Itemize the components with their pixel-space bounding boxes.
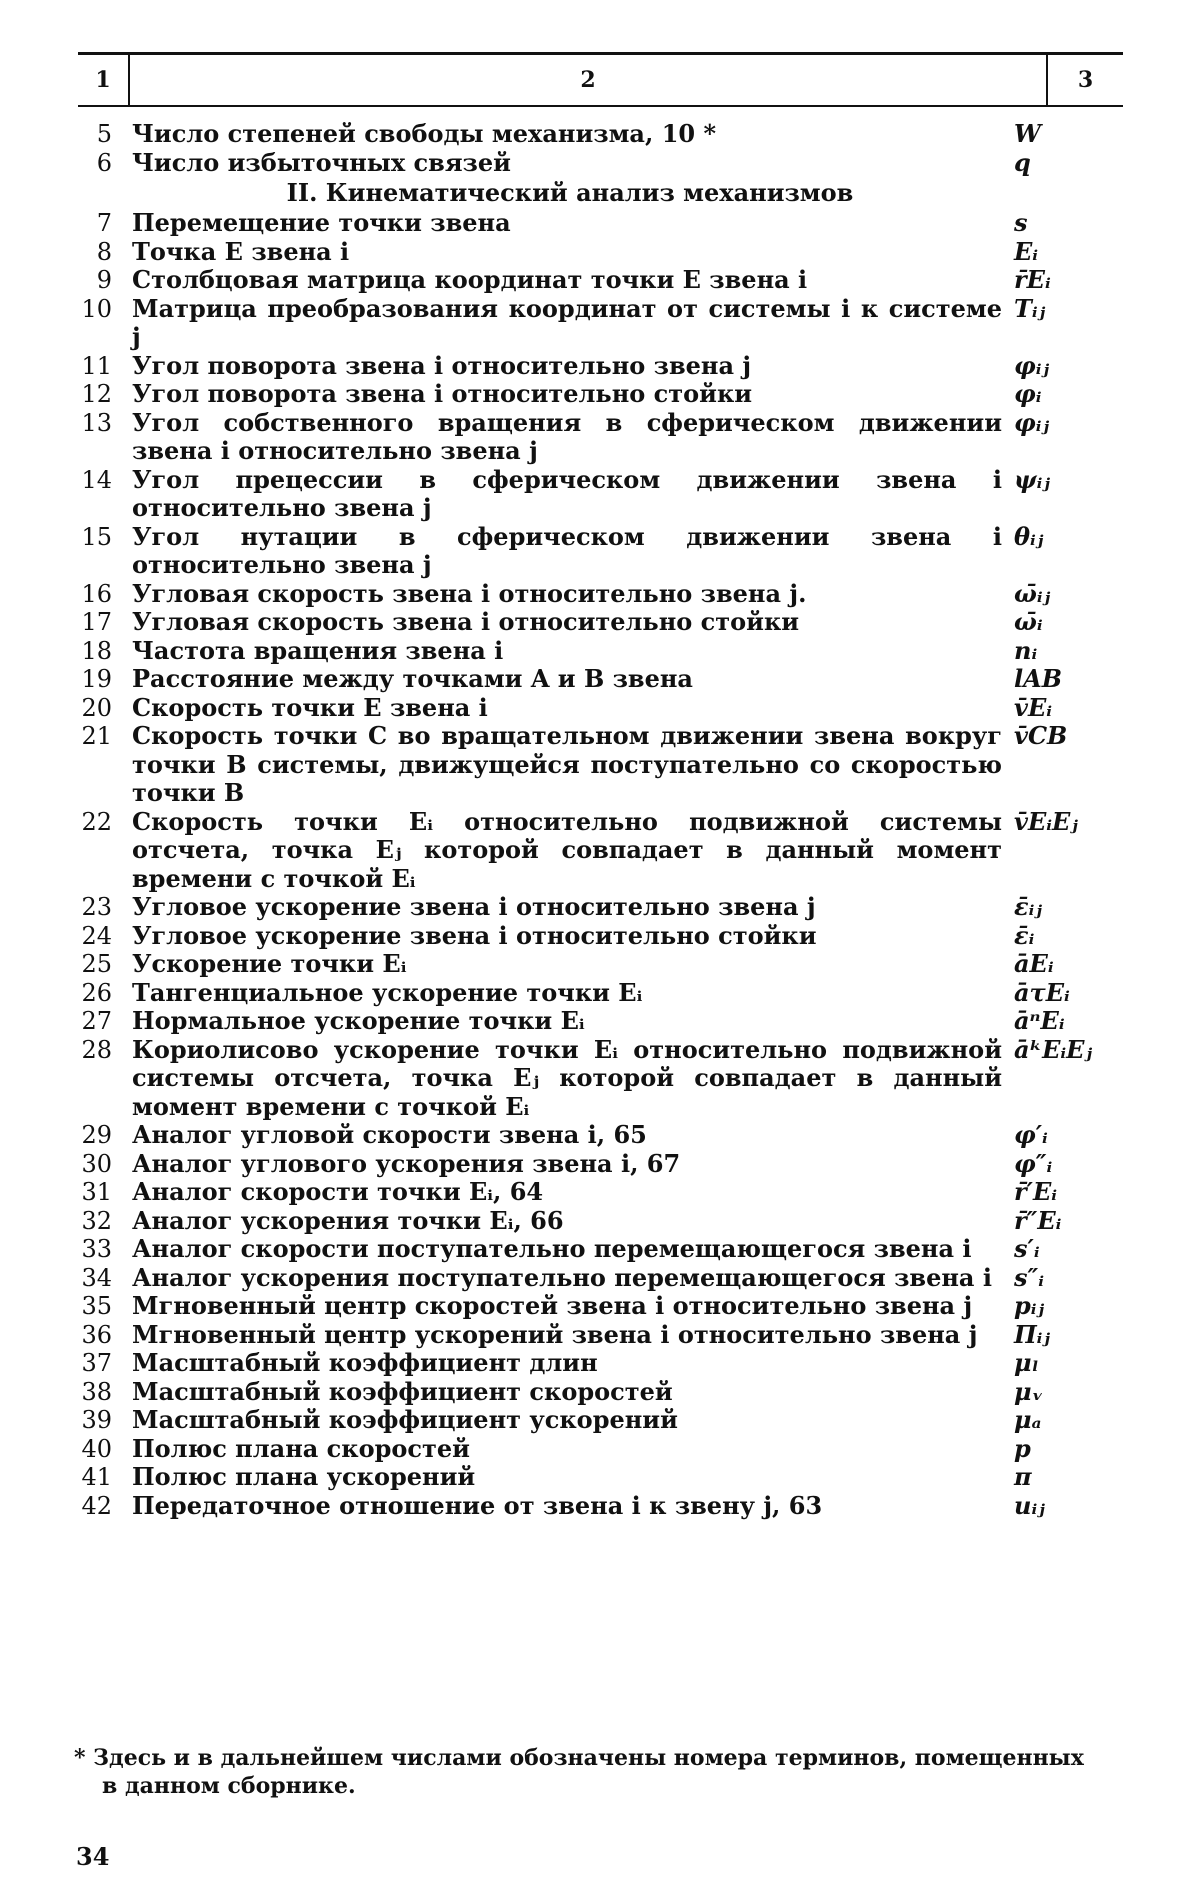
term-text: Мгновенный центр ускорений звена i относительно звена j [132,1319,978,1349]
term-symbol: φ″ᵢ [1014,1148,1053,1178]
table-row [70,380,1130,409]
term-number: 23 [81,893,112,921]
term-symbol: μₗ [1014,1348,1039,1377]
term-number: 25 [81,950,112,978]
table-row [70,466,1130,523]
term-symbol: pᵢⱼ [1014,1291,1045,1320]
term-text: Расстояние между точками A и B звена [132,664,693,693]
term-number: 20 [81,693,112,722]
table-row [70,580,1130,609]
term-number: 42 [81,1491,112,1520]
term-number: 10 [81,294,112,323]
table-row [70,1492,1130,1521]
term-number: 12 [81,380,112,408]
term-number: 18 [81,636,112,665]
term-text: Аналог ускорения точки Eᵢ, 66 [132,1205,564,1235]
term-number: 28 [81,1035,112,1064]
term-text: Угол поворота звена i относительно звена j [132,350,752,380]
table-row [70,1321,1130,1350]
term-number: 11 [81,351,112,380]
term-text: Аналог углового ускорения звена i, 67 [132,1148,681,1178]
term-symbol: r̄′Eᵢ [1014,1177,1058,1206]
term-text: Полюс плана скоростей [132,1433,470,1463]
term-number: 29 [81,1121,112,1149]
term-number: 32 [81,1206,112,1235]
term-symbol: v̄CB [1014,721,1068,750]
table-row [70,523,1130,580]
term-number: 8 [96,237,112,266]
table-row [70,722,1130,808]
term-symbol: r̄Eᵢ [1014,265,1051,294]
term-number: 24 [81,921,112,950]
term-text: Угол собственного вращения в сферическом движении звена i относительно звена j [132,407,1002,465]
table-row [70,608,1130,637]
term-symbol: ω̄ᵢⱼ [1014,578,1051,608]
header-col-2: 2 [128,55,1048,105]
table-row [70,1235,1130,1264]
term-symbol: s [1014,208,1028,237]
term-symbol: uᵢⱼ [1014,1490,1045,1520]
term-text: Столбцовая матрица координат точки E звена i [132,265,808,294]
term-text: Кориолисово ускорение точки Eᵢ относительно подвижной системы отсчета, точка Eⱼ которой совпадает в данный момент времени с точкой Eᵢ [132,1034,1002,1121]
term-text: Матрица преобразования координат от системы i к системе j [132,293,1002,351]
term-number: 7 [96,209,112,237]
term-text: Число степеней свободы механизма, 10 * [132,119,716,148]
term-number: 31 [81,1178,112,1206]
table-row [70,1007,1130,1036]
header-col-3: 3 [1077,67,1094,93]
table-row [70,352,1130,381]
term-symbol: ε̄ᵢ [1014,920,1035,950]
table-row [70,922,1130,951]
table-row [70,979,1130,1008]
term-symbol: ε̄ᵢⱼ [1014,892,1042,921]
term-number: 34 [81,1263,112,1292]
term-symbol: nᵢ [1014,635,1038,665]
term-text: Полюс плана ускорений [132,1462,476,1491]
term-number: 35 [81,1292,112,1320]
term-text: Аналог скорости поступательно перемещающегося звена i [132,1234,972,1263]
table-row [70,120,1130,149]
table-row [70,1406,1130,1435]
term-text: Скорость точки C во вращательном движении звена вокруг точки B системы, движущейся поступательно со скоростью точки B [132,721,1002,807]
term-symbol: āⁿEᵢ [1014,1006,1065,1035]
table-row [70,149,1130,178]
term-number: 5 [96,120,112,148]
term-number: 39 [81,1406,112,1434]
table-row [70,808,1130,894]
term-number: 22 [81,807,112,836]
term-symbol: μᵥ [1014,1376,1044,1406]
term-text: Точка E звена i [132,236,350,266]
term-symbol: φᵢ [1014,379,1042,408]
table-row [70,1435,1130,1464]
term-number: 9 [96,266,112,294]
term-text: Ускорение точки Eᵢ [132,949,407,978]
term-symbol: φ′ᵢ [1014,1120,1048,1149]
term-text: Мгновенный центр скоростей звена i относительно звена j [132,1291,973,1320]
term-text: Передаточное отношение от звена i к звену j, 63 [132,1490,823,1520]
term-symbol: π [1014,1462,1032,1491]
term-number: 13 [81,408,112,437]
term-symbol: Eᵢ [1014,236,1039,266]
term-symbol: s′ᵢ [1014,1234,1040,1263]
term-number: 30 [81,1149,112,1178]
term-text: Угловое ускорение звена i относительно звена j [132,892,816,921]
table-row [70,1264,1130,1293]
term-text: Скорость точки Eᵢ относительно подвижной системы отсчета, точка Eⱼ которой совпадает в данный момент времени с точкой Eᵢ [132,806,1002,893]
term-text: Угловая скорость звена i относительно звена j. [132,578,807,608]
footnote-line-1: * Здесь и в дальнейшем числами обозначены номера терминов, помещенных [74,1745,1084,1771]
term-number: 40 [81,1434,112,1463]
term-symbol: Πᵢⱼ [1014,1319,1050,1349]
term-symbol: v̄EᵢEⱼ [1014,806,1078,836]
term-text: Число избыточных связей [132,147,511,177]
term-text: Перемещение точки звена [132,208,511,237]
term-symbol: āᵏEᵢEⱼ [1014,1034,1092,1064]
table-row [70,1292,1130,1321]
table-row [70,238,1130,267]
page-number: 34 [76,1842,110,1871]
term-symbol: q [1014,147,1031,177]
term-symbol: W [1014,119,1041,148]
term-text: Угол прецессии в сферическом движении звена i относительно звена j [132,464,1002,522]
term-symbol: φᵢⱼ [1014,350,1049,380]
term-text: Угловое ускорение звена i относительно стойки [132,920,817,950]
term-text: Аналог ускорения поступательно перемещающегося звена i [132,1262,992,1292]
footnote-line-2: в данном сборнике. [102,1773,356,1799]
term-number: 26 [81,978,112,1007]
table-row [70,1150,1130,1179]
term-symbol: p [1014,1433,1031,1463]
table-row [70,694,1130,723]
term-symbol: θᵢⱼ [1014,521,1044,551]
table-row [70,1349,1130,1378]
term-text: Аналог угловой скорости звена i, 65 [132,1120,647,1149]
term-symbol: āEᵢ [1014,949,1054,978]
term-symbol: āτEᵢ [1014,977,1070,1007]
term-text: Угол нутации в сферическом движении звена i относительно звена j [132,521,1002,579]
term-text: Аналог скорости точки Eᵢ, 64 [132,1177,544,1206]
term-number: 33 [81,1235,112,1263]
term-text: Масштабный коэффициент длин [132,1348,598,1377]
table-row [70,1178,1130,1207]
term-number: 36 [81,1320,112,1349]
table-row [70,1121,1130,1150]
section-heading: II. Кинематический анализ механизмов [286,178,854,207]
table-row [70,1036,1130,1122]
term-symbol: v̄Eᵢ [1014,692,1052,722]
term-number: 37 [81,1349,112,1377]
table-row [70,665,1130,694]
table-row [70,1207,1130,1236]
table-header [78,52,1123,107]
term-number: 38 [81,1377,112,1406]
terms-table [70,120,1130,1520]
footnote [74,1744,1134,1800]
term-symbol: s″ᵢ [1014,1262,1044,1292]
table-row [70,295,1130,352]
term-symbol: μₐ [1014,1405,1042,1434]
term-text: Угловая скорость звена i относительно стойки [132,607,800,636]
term-text: Скорость точки E звена i [132,692,488,722]
table-row [70,1463,1130,1492]
term-number: 41 [81,1463,112,1491]
term-number: 27 [81,1007,112,1035]
term-text: Масштабный коэффициент скоростей [132,1376,673,1406]
term-number: 14 [81,465,112,494]
table-row [70,950,1130,979]
term-text: Нормальное ускорение точки Eᵢ [132,1006,585,1035]
term-symbol: Tᵢⱼ [1014,293,1046,323]
table-row [70,209,1130,238]
table-row [70,1378,1130,1407]
term-text: Масштабный коэффициент ускорений [132,1405,678,1434]
header-col-1: 1 [95,67,111,93]
term-symbol: φᵢⱼ [1014,407,1049,437]
term-symbol: r̄″Eᵢ [1014,1205,1062,1235]
term-number: 19 [81,665,112,693]
term-number: 16 [81,579,112,608]
term-number: 6 [96,148,112,177]
table-row [70,266,1130,295]
table-row [70,893,1130,922]
term-text: Тангенциальное ускорение точки Eᵢ [132,977,643,1007]
table-row [70,637,1130,666]
term-text: Частота вращения звена i [132,635,504,665]
term-symbol: lAB [1014,664,1063,693]
term-symbol: ω̄ᵢ [1014,607,1043,636]
term-symbol: ψᵢⱼ [1014,464,1050,494]
term-number: 17 [81,608,112,636]
term-number: 21 [81,722,112,750]
term-number: 15 [81,522,112,551]
term-text: Угол поворота звена i относительно стойки [132,379,753,408]
table-row [70,409,1130,466]
